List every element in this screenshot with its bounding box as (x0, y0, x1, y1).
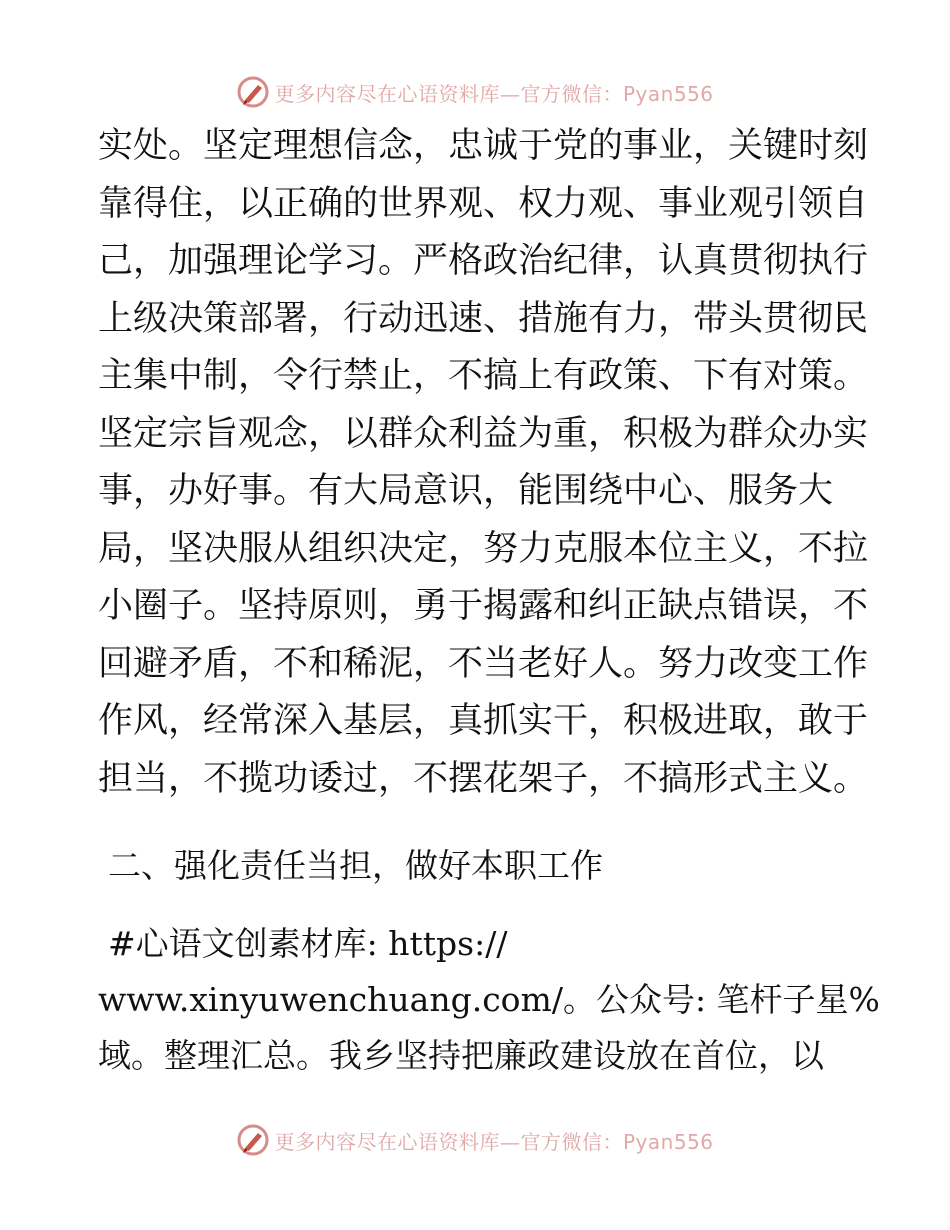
body-line: 小圈子。坚持原则，勇于揭露和纠正缺点错误，不 (98, 586, 869, 626)
source-line: #心语文创素材库: https:// (108, 924, 508, 963)
header-watermark (0, 72, 950, 112)
body-line: 作风，经常深入基层，真抓实干，积极进取，敢于 (98, 701, 869, 741)
body-line: 域。整理汇总。我乡坚持把廉政建设放在首位，以 (98, 1036, 824, 1075)
body-line: 事，办好事。有大局意识，能围绕中心、服务大 (98, 471, 834, 511)
body-line: 上级决策部署，行动迅速、措施有力，带头贯彻民 (98, 298, 869, 339)
footer-watermark (0, 1120, 950, 1160)
pen-logo-icon (236, 1123, 270, 1157)
watermark-text: 更多内容尽在心语资料库—官方微信：Pyan556 (274, 1129, 714, 1154)
body-line: 坚定宗旨观念，以群众利益为重，积极为群众办实 (98, 413, 869, 454)
body-line: 回避矛盾，不和稀泥，不当老好人。努力改变工作 (98, 643, 869, 684)
body-line: 己，加强理论学习。严格政治纪律，认真贯彻执行 (98, 241, 869, 281)
body-line: 靠得住，以正确的世界观、权力观、事业观引领自 (98, 183, 869, 224)
body-line: 实处。坚定理想信念，忠诚于党的事业，关键时刻 (98, 126, 869, 166)
watermark-text: 更多内容尽在心语资料库—官方微信：Pyan556 (274, 81, 714, 106)
section-heading: 二、强化责任当担，做好本职工作 (108, 846, 603, 885)
document-body (98, 118, 869, 808)
pen-logo-icon (236, 75, 270, 109)
body-line: 主集中制，令行禁止，不搞上有政策、下有对策。 (98, 356, 869, 396)
body-line: 局，坚决服从组织决定，努力克服本位主义，不拉 (98, 528, 869, 569)
source-line: www.xinyuwenchuang.com/。公众号: 笔杆子星% (98, 980, 880, 1019)
body-line: 担当，不揽功诿过，不摆花架子，不搞形式主义。 (98, 758, 869, 799)
